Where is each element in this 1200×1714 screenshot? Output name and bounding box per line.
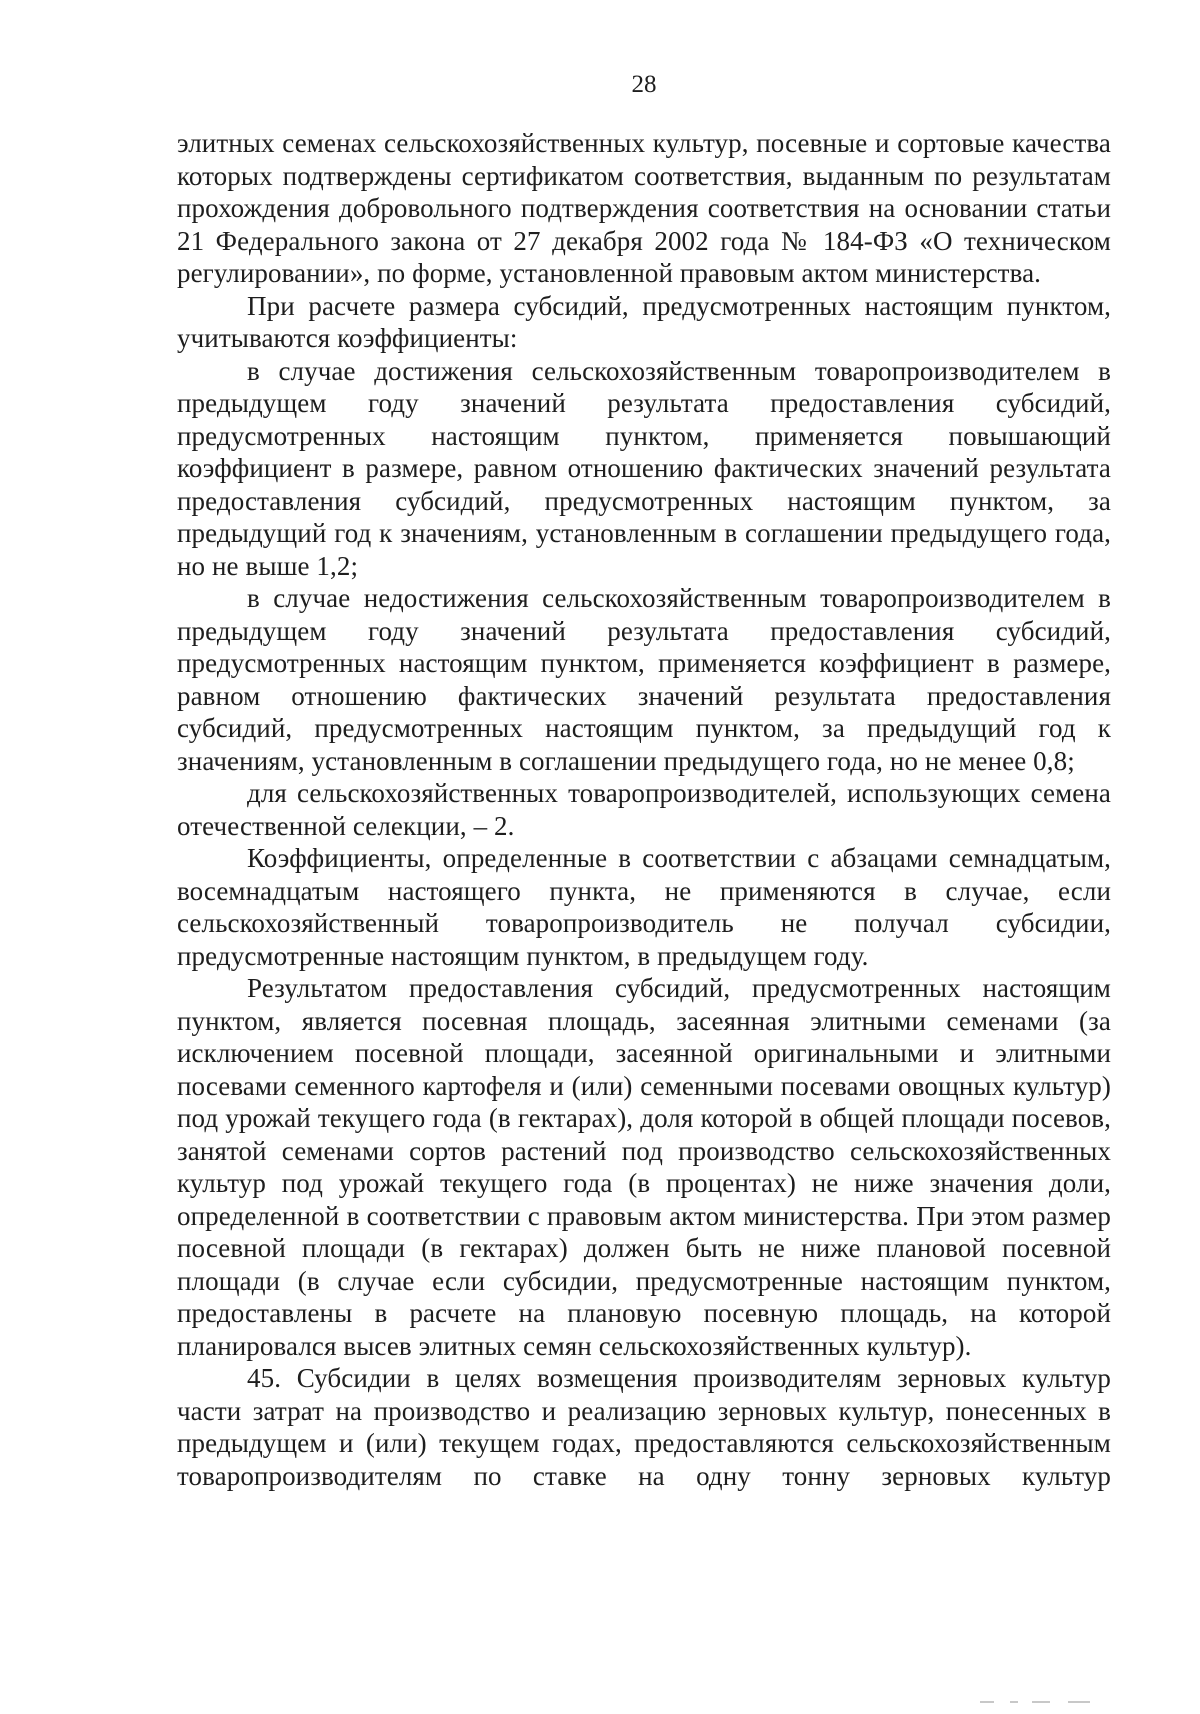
paragraph-increasing-coefficient: в случае достижения сельскохозяйственным товаропроизводителем в предыдущем году значений результата предоставления субсидий, предусмотренных настоящим пунктом, применяется повышающий коэффициент в размере, равном отношению фактических значений результата предоставления субсидий, предусмотренных настоящим пунктом, за предыдущий год к значениям, установленным в соглашении предыдущего года, но не выше 1,2; — [177, 355, 1111, 581]
paragraph-subsidy-result: Результатом предоставления субсидий, предусмотренных настоящим пунктом, является посевная площадь, засеянная элитными семенами (за исключением посевной площади, засеянной оригинальными и элитными посевами семенного картофеля и (или) семенными посевами овощных культур) под урожай текущего года (в гектарах), доля которой в общей площади посевов, занятой семенами сортов растений под производство сельскохозяйственных культур под урожай текущего года (в процентах) не ниже значения доли, определенной в соответствии с правовым актом министерства. При этом размер посевной площади (в гектарах) должен быть не ниже плановой посевной площади (в случае если субсидии, предусмотренные настоящим пунктом, предоставлены в расчете на плановую посевную площадь, на которой планировался высев элитных семян сельскохозяйственных культур). — [177, 973, 1111, 1361]
paragraph-coefficients-exception: Коэффициенты, определенные в соответствии с абзацами семнадцатым, восемнадцатым настоящего пункта, не применяются в случае, если сельскохозяйственный товаропроизводитель не получал субсидии, предусмотренные настоящим пунктом, в предыдущем году. — [177, 843, 1111, 971]
page-number: 28 — [631, 71, 657, 98]
document-body — [177, 127, 1111, 1492]
paragraph-item-45: 45. Субсидии в целях возмещения производителям зерновых культур части затрат на производство и реализацию зерновых культур, понесенных в предыдущем и (или) текущем годах, предоставляются сельскохозяйственным товаропроизводителям по ставке на одну тонну зерновых культур — [177, 1363, 1111, 1491]
paragraph-coefficients-intro: При расчете размера субсидий, предусмотренных настоящим пунктом, учитываются коэффициенты: — [177, 290, 1111, 353]
paragraph-decreasing-coefficient: в случае недостижения сельскохозяйственным товаропроизводителем в предыдущем году значений результата предоставления субсидий, предусмотренных настоящим пунктом, применяется коэффициент в размере, равном отношению фактических значений результата предоставления субсидий, предусмотренных настоящим пунктом, за предыдущий год к значениям, установленным в соглашении предыдущего года, но не менее 0,8; — [177, 583, 1111, 776]
paragraph-domestic-selection: для сельскохозяйственных товаропроизводителей, использующих семена отечественной селекции, – 2. — [177, 778, 1111, 841]
paragraph-continuation: элитных семенах сельскохозяйственных культур, посевные и сортовые качества которых подтверждены сертификатом соответствия, выданным по результатам прохождения добровольного подтверждения соответствия на основании статьи 21 Федерального закона от 27 декабря 2002 года № 184-ФЗ «О техническом регулировании», по форме, установленной правовым актом министерства. — [177, 128, 1111, 288]
scan-artifacts — [980, 1700, 1100, 1704]
